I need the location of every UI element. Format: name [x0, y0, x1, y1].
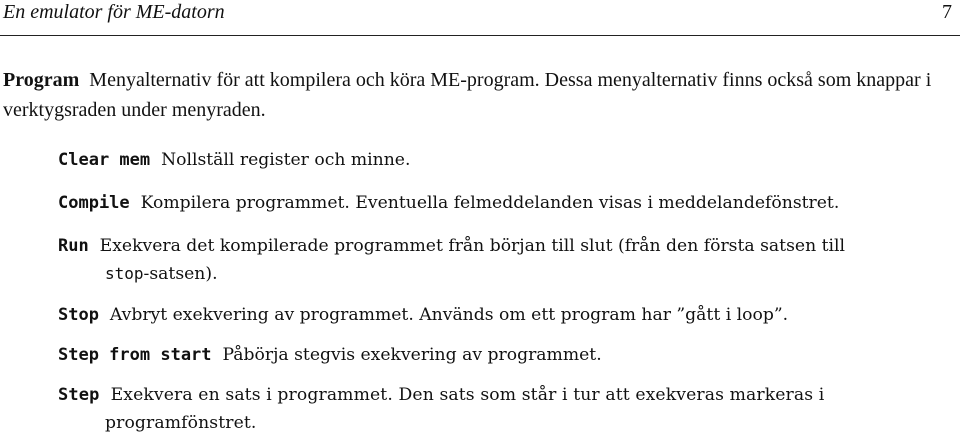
- menu-item-run: [58, 232, 958, 288]
- program-paragraph: [3, 65, 953, 125]
- menu-item-stop: [58, 301, 958, 329]
- menu-item-description: Exekvera en sats i programmet. Den sats som står i tur att exekveras markeras i: [110, 385, 825, 405]
- menu-item-continuation: [58, 409, 958, 437]
- menu-item-term: Run: [58, 236, 89, 256]
- stop-keyword: stop: [105, 264, 144, 283]
- menu-item-term: Step: [58, 385, 100, 405]
- program-description: Menyalternativ för att kompilera och köra ME-program. Dessa menyalternativ finns också som knappar i verktygsraden under menyraden.: [3, 69, 932, 121]
- menu-item-description: Nollställ register och minne.: [161, 150, 411, 170]
- menu-item-description-end: programfönstret.: [105, 413, 257, 433]
- menu-item-description: Kompilera programmet. Eventuella felmeddelanden visas i meddelandefönstret.: [140, 193, 840, 213]
- running-header: [3, 0, 952, 26]
- menu-item-term: Compile: [58, 193, 130, 213]
- menu-item-description: Påbörja stegvis exekvering av programmet.: [222, 345, 602, 365]
- menu-item-continuation: [58, 260, 958, 288]
- menu-item-clear-mem: [58, 146, 958, 174]
- menu-item-description: Avbryt exekvering av programmet. Används om ett program har ”gått i loop”.: [109, 305, 789, 325]
- header-rule: [0, 35, 960, 36]
- menu-item-step-from-start: [58, 341, 958, 369]
- menu-item-term: Stop: [58, 305, 99, 325]
- menu-item-compile: [58, 189, 958, 217]
- menu-item-description: Exekvera det kompilerade programmet från början till slut (från den första satsen till: [99, 236, 846, 256]
- program-term: Program: [3, 69, 80, 91]
- menu-item-term: Clear mem: [58, 150, 151, 170]
- page-number: 7: [942, 1, 952, 23]
- chapter-title: En emulator för ME-datorn: [3, 1, 225, 23]
- menu-item-term: Step from start: [58, 345, 212, 365]
- menu-item-description-end: -satsen).: [143, 264, 218, 284]
- menu-item-step: [58, 381, 958, 437]
